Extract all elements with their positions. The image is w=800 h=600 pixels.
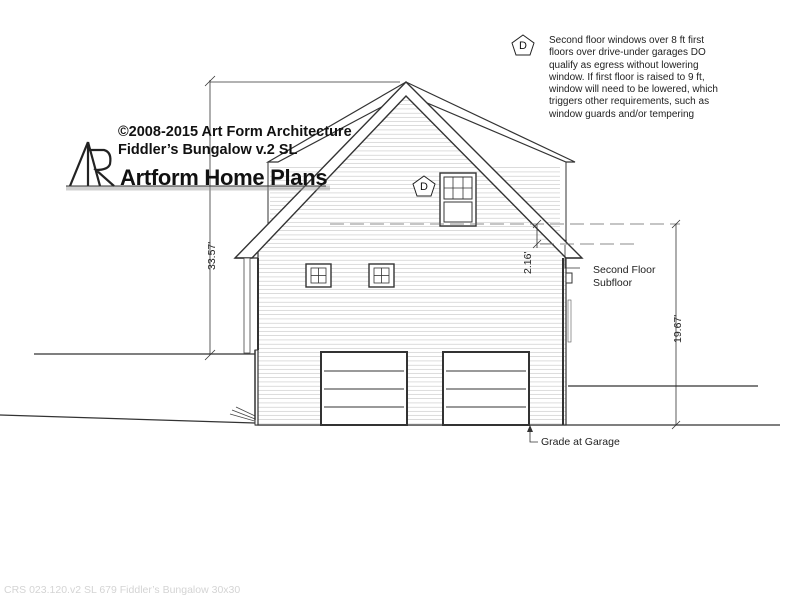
brand-logo	[70, 142, 114, 186]
window-tag-label: D	[420, 181, 428, 193]
footer-caption: CRS 023.120.v2 SL 679 Fiddler’s Bungalow 30x30	[4, 584, 241, 596]
dimension-floor-offset-label: 2.16'	[522, 251, 534, 274]
grade-label: Grade at Garage	[541, 436, 620, 448]
second-floor-label: Second Floor Subfloor	[593, 264, 656, 289]
garage-door-left	[321, 352, 407, 425]
upper-window	[440, 173, 476, 226]
copyright-line-1: ©2008-2015 Art Form Architecture	[118, 124, 352, 140]
garage-door-right	[443, 352, 529, 425]
copyright-line-2: Fiddler’s Bungalow v.2 SL	[118, 142, 298, 158]
dimension-subfloor-label: 19.67'	[672, 314, 684, 343]
copyright-block	[118, 123, 352, 159]
small-window-left	[306, 264, 331, 287]
dimension-overall-label: 33.57'	[206, 241, 218, 270]
brand-name: Artform Home Plans	[120, 165, 328, 190]
egress-note: Second floor windows over 8 ft first floors over drive-under garages DO qualify as egress without lowering window. If first floor is raised to 9 ft, window will need to be lowered, which triggers other requirements, such as window guards and/or tempering	[549, 35, 718, 120]
small-window-right	[369, 264, 394, 287]
light-fixture	[566, 273, 572, 283]
note-tag-label: D	[519, 40, 527, 52]
